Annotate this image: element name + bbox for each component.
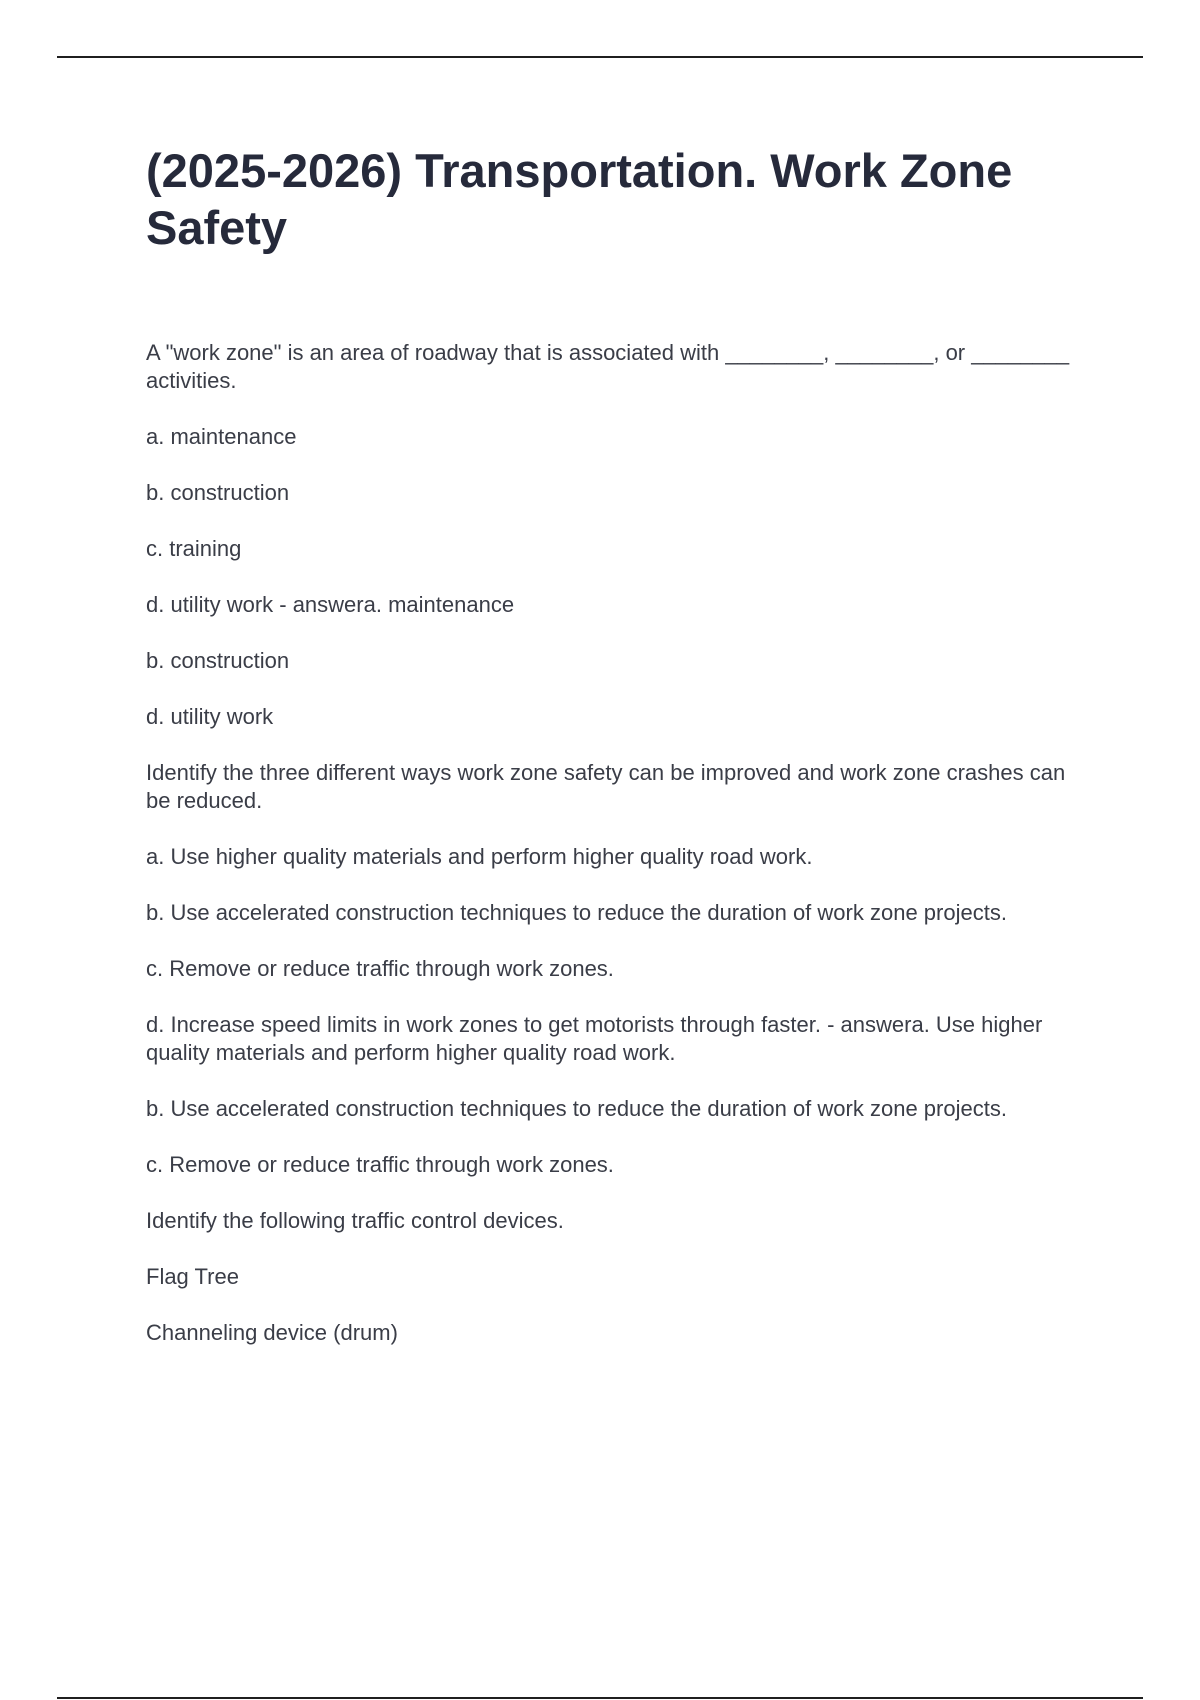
question-2-answer-c: c. Remove or reduce traffic through work zones.: [146, 1152, 614, 1177]
question-2-option-b: b. Use accelerated construction techniques to reduce the duration of work zone projects.: [146, 900, 1007, 925]
bottom-divider: [57, 1697, 1143, 1699]
question-1-answer-d: d. utility work: [146, 704, 274, 729]
question-2-option-c: c. Remove or reduce traffic through work zones.: [146, 956, 614, 981]
question-2-option-a: a. Use higher quality materials and perform higher quality road work.: [146, 844, 813, 869]
question-1-option-a: a. maintenance: [146, 424, 297, 449]
question-2-prompt: Identify the three different ways work zone safety can be improved and work zone crashes can be reduced.: [146, 760, 1066, 813]
top-divider: [57, 56, 1143, 58]
question-2-option-d-answer: d. Increase speed limits in work zones to get motorists through faster. - answera. Use higher quality materials and perform higher quality road work.: [146, 1012, 1043, 1065]
question-3-prompt: Identify the following traffic control devices.: [146, 1208, 564, 1233]
question-1-prompt: A "work zone" is an area of roadway that is associated with ________, ________, or ________ activities.: [146, 340, 1070, 393]
question-3-item-flag-tree: Flag Tree: [146, 1264, 239, 1289]
question-3-item-channeling-device: Channeling device (drum): [146, 1320, 398, 1345]
question-1-answer-b: b. construction: [146, 648, 290, 673]
question-1-option-c: c. training: [146, 536, 242, 561]
question-1-option-b: b. construction: [146, 480, 290, 505]
question-1-option-d-answer: d. utility work - answera. maintenance: [146, 592, 515, 617]
document-title: (2025-2026) Transportation. Work Zone Safety: [146, 144, 1013, 254]
document-body: [146, 339, 1076, 1375]
question-2-answer-b: b. Use accelerated construction techniques to reduce the duration of work zone projects.: [146, 1096, 1007, 1121]
